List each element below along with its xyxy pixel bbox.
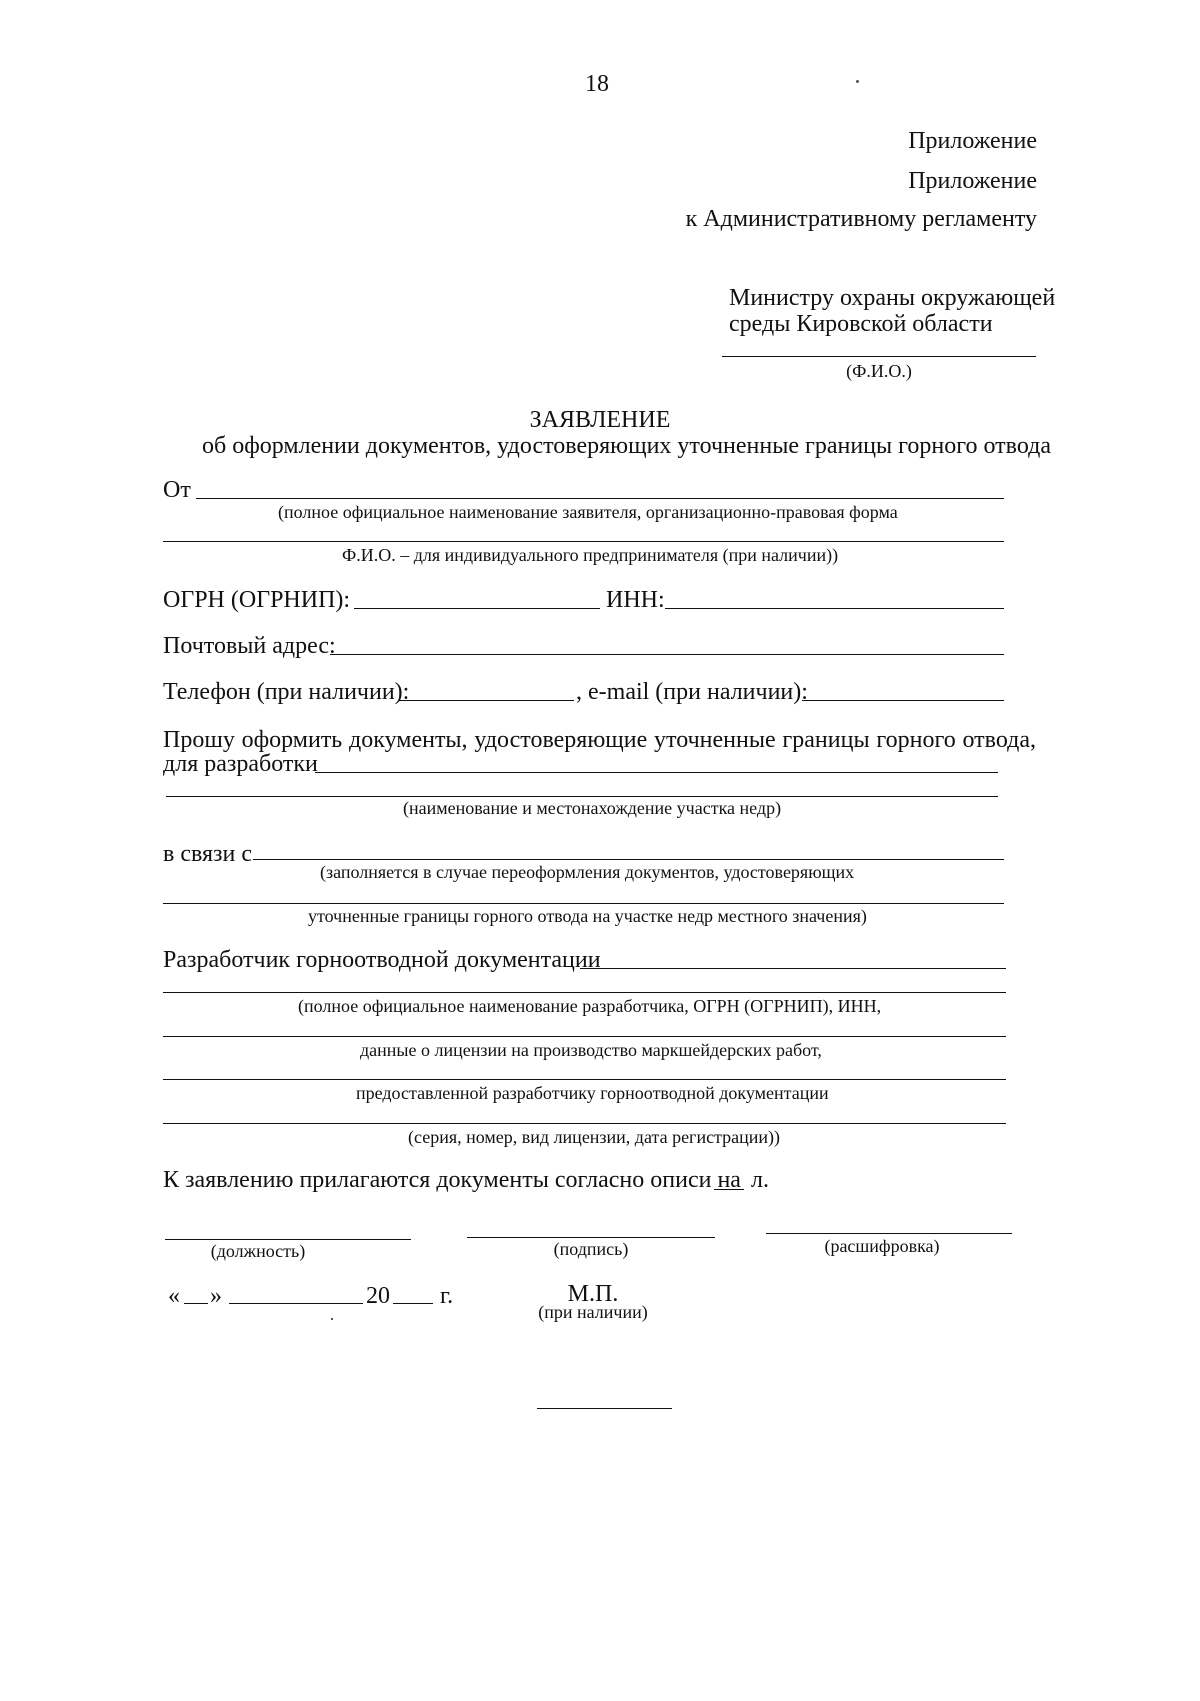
document-title: ЗАЯВЛЕНИЕ <box>529 407 671 433</box>
addressee-line-2: среды Кировской области <box>729 311 993 337</box>
postal-address-line <box>330 654 1004 655</box>
phone-label: Телефон (при наличии): <box>163 679 410 705</box>
applicant-caption-2: Ф.И.О. – для индивидуального предпринимателя (при наличии)) <box>342 545 839 565</box>
developer-line-5 <box>163 1123 1006 1124</box>
appendix-label-2: Приложение <box>908 168 1037 194</box>
from-label: От <box>163 477 191 503</box>
date-quote-open: « <box>168 1283 180 1309</box>
closing-rule <box>537 1408 672 1409</box>
request-text-line-2: для разработки <box>163 751 318 777</box>
phone-line <box>398 700 574 701</box>
decoding-caption: (расшифровка) <box>824 1236 940 1256</box>
date-quote-close: » <box>210 1283 222 1309</box>
developer-line-4 <box>163 1079 1006 1080</box>
developer-label: Разработчик горноотводной документации <box>163 947 601 973</box>
reason-label: в связи с <box>163 841 253 867</box>
appendix-label-1: Приложение <box>908 128 1037 154</box>
date-year-suffix: г. <box>440 1283 454 1309</box>
date-year-line <box>393 1303 433 1304</box>
applicant-name-line <box>196 498 1004 499</box>
applicant-name-line-2 <box>163 541 1004 542</box>
date-month-line <box>229 1303 363 1304</box>
seal-note: (при наличии) <box>538 1302 648 1322</box>
developer-caption-4: (серия, номер, вид лицензии, дата регистрации)) <box>408 1127 781 1147</box>
addressee-line-1: Министру охраны окружающей <box>729 285 1056 311</box>
attachments-suffix: л. <box>751 1167 769 1193</box>
ogrn-line <box>354 608 600 609</box>
decoding-line <box>766 1233 1012 1234</box>
applicant-caption-1: (полное официальное наименование заявителя, организационно-правовая форма <box>278 502 898 522</box>
scan-speck <box>856 80 859 83</box>
date-year-prefix: 20 <box>366 1283 390 1309</box>
email-line <box>802 700 1004 701</box>
developer-line-3 <box>163 1036 1006 1037</box>
postal-address-label: Почтовый адрес: <box>163 633 336 659</box>
developer-caption-3: предоставленной разработчику горноотводной документации <box>356 1083 829 1103</box>
subsoil-site-caption: (наименование и местонахождение участка недр) <box>403 798 782 818</box>
developer-caption-2: данные о лицензии на производство маркшейдерских работ, <box>360 1040 822 1060</box>
inn-label: ИНН: <box>606 587 665 613</box>
document-subtitle: об оформлении документов, удостоверяющих уточненные границы горного отвода <box>202 433 1051 459</box>
subsoil-site-line <box>315 772 998 773</box>
date-day-line <box>184 1303 208 1304</box>
request-text-line-1: Прошу оформить документы, удостоверяющие уточненные границы горного отвода, <box>163 727 1036 753</box>
attachments-text: К заявлению прилагаются документы согласно описи на <box>163 1167 741 1193</box>
seal-label: М.П. <box>567 1281 619 1307</box>
email-label: , e-mail (при наличии): <box>576 679 808 705</box>
developer-line <box>580 968 1006 969</box>
scan-speck-2 <box>331 1318 333 1320</box>
page-number: 18 <box>585 71 609 97</box>
appendix-to-regulation: к Административному регламенту <box>685 206 1037 232</box>
signature-caption: (подпись) <box>553 1239 629 1259</box>
reason-caption-2: уточненные границы горного отвода на участке недр местного значения) <box>308 906 867 926</box>
reason-line <box>253 859 1004 860</box>
attachments-pages-line <box>714 1189 744 1190</box>
inn-line <box>665 608 1004 609</box>
reason-line-2 <box>163 903 1004 904</box>
developer-line-2 <box>163 992 1006 993</box>
reason-caption-1: (заполняется в случае переоформления документов, удостоверяющих <box>320 862 855 882</box>
fio-caption: (Ф.И.О.) <box>846 361 912 381</box>
developer-caption-1: (полное официальное наименование разработчика, ОГРН (ОГРНИП), ИНН, <box>298 996 882 1016</box>
position-caption: (должность) <box>210 1241 306 1261</box>
addressee-fio-line <box>722 356 1036 357</box>
ogrn-label: ОГРН (ОГРНИП): <box>163 587 351 613</box>
